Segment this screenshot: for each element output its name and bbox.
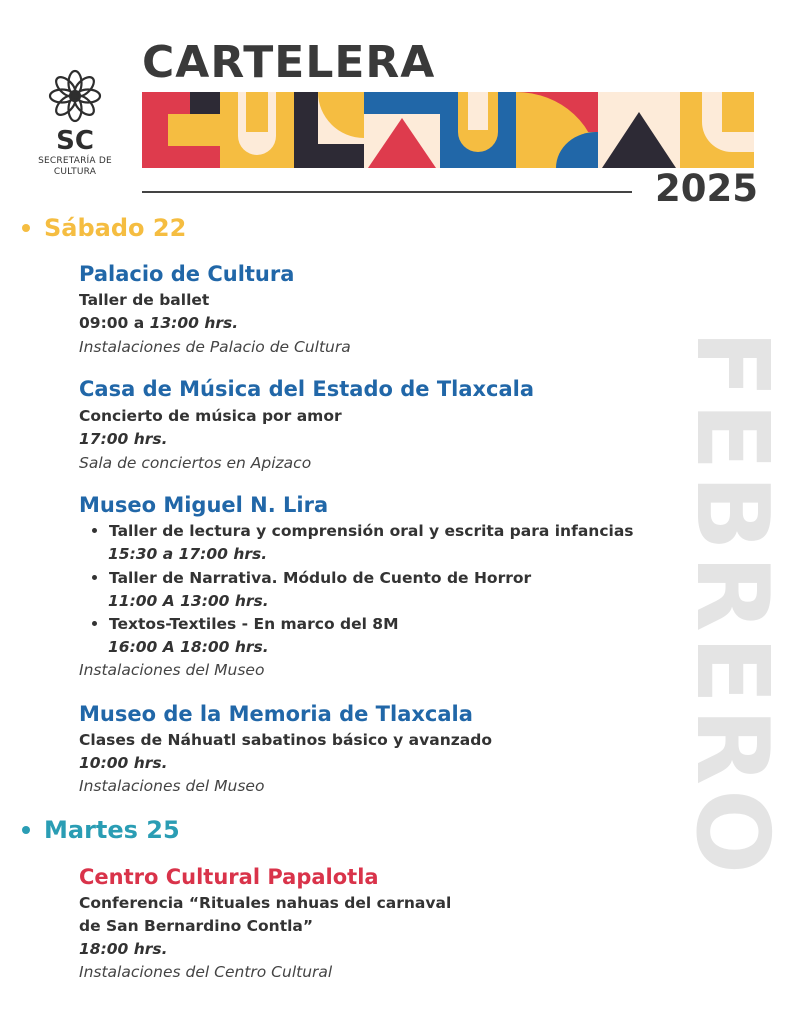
list-item: Textos-Textiles - En marco del 8M bbox=[92, 613, 399, 636]
event-place: Instalaciones del Centro Cultural bbox=[79, 963, 333, 981]
poster-year: 2025 bbox=[655, 167, 758, 210]
bullet-icon bbox=[92, 575, 97, 580]
bullet-icon bbox=[92, 528, 97, 533]
org-name-line2: CULTURA bbox=[53, 167, 97, 177]
day-heading bbox=[22, 816, 180, 844]
logo-initials: SC bbox=[56, 126, 94, 156]
event-time bbox=[79, 312, 238, 335]
list-item: Taller de lectura y comprensión oral y escrita para infancias bbox=[92, 520, 634, 543]
day-bullet-icon bbox=[22, 826, 30, 834]
event-place: Sala de conciertos en Apizaco bbox=[79, 454, 312, 472]
cultural-banner bbox=[142, 92, 754, 168]
flower-emblem-icon bbox=[47, 68, 103, 124]
poster-title: CARTELERA bbox=[142, 37, 436, 88]
event-time: 18:00 hrs. bbox=[79, 940, 168, 958]
event-place: Instalaciones del Museo bbox=[79, 777, 265, 795]
venue-name: Palacio de Cultura bbox=[79, 262, 295, 286]
event-time: 17:00 hrs. bbox=[79, 430, 168, 448]
bullet-icon bbox=[92, 621, 97, 626]
day-label: Sábado 22 bbox=[44, 214, 187, 242]
venue-name: Museo Miguel N. Lira bbox=[79, 493, 329, 517]
venue-name: Centro Cultural Papalotla bbox=[79, 865, 379, 889]
day-heading bbox=[22, 214, 186, 242]
venue-name: Museo de la Memoria de Tlaxcala bbox=[79, 702, 473, 726]
header-divider bbox=[142, 191, 632, 193]
list-item-time: 16:00 A 18:00 hrs. bbox=[108, 638, 269, 656]
secretaria-cultura-logo bbox=[30, 68, 120, 178]
time-start: 09:00 a bbox=[79, 314, 150, 332]
event-place: Instalaciones del Museo bbox=[79, 661, 265, 679]
time-end: 13:00 hrs. bbox=[149, 314, 239, 332]
event-title: Clases de Náhuatl sabatinos básico y avanzado bbox=[79, 731, 492, 749]
event-title-line2: de San Bernardino Contla” bbox=[79, 917, 314, 935]
venue-name: Casa de Música del Estado de Tlaxcala bbox=[79, 377, 535, 401]
org-name-line1: SECRETARÍA DE bbox=[38, 156, 112, 166]
list-item-time: 15:30 a 17:00 hrs. bbox=[108, 545, 268, 563]
event-place: Instalaciones de Palacio de Cultura bbox=[79, 338, 351, 356]
event-title: Concierto de música por amor bbox=[79, 407, 342, 425]
month-vertical-label: FEBRERO bbox=[674, 330, 791, 879]
event-title-line1: Conferencia “Rituales nahuas del carnaval bbox=[79, 894, 452, 912]
day-label: Martes 25 bbox=[44, 816, 180, 844]
event-time: 10:00 hrs. bbox=[79, 754, 168, 772]
event-title: Taller de ballet bbox=[79, 291, 210, 309]
day-bullet-icon bbox=[22, 224, 30, 232]
list-item-time: 11:00 A 13:00 hrs. bbox=[108, 592, 269, 610]
list-item: Taller de Narrativa. Módulo de Cuento de Horror bbox=[92, 567, 531, 590]
